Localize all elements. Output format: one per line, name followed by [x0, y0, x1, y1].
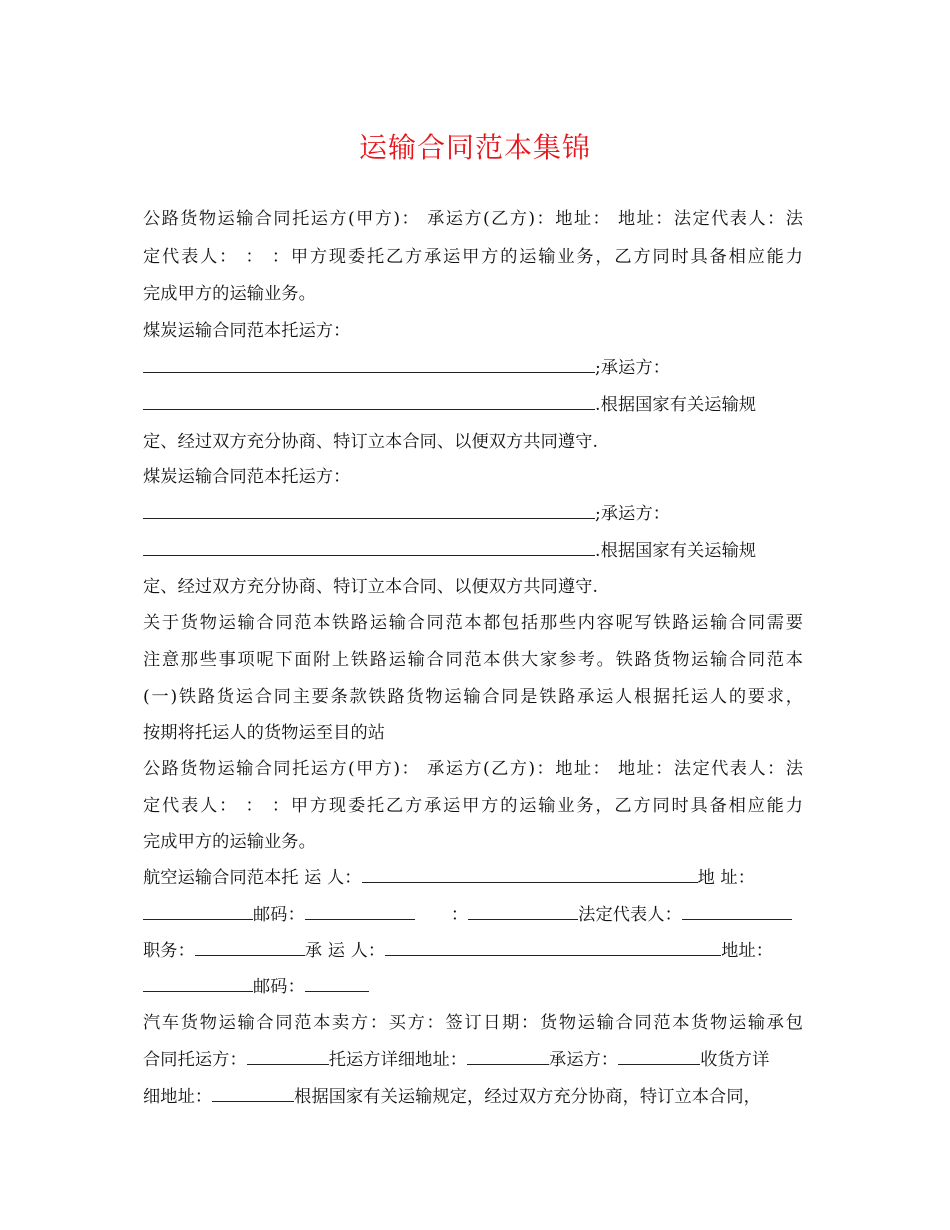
- blank-field: [305, 903, 415, 920]
- blank-field: [143, 393, 595, 410]
- form-line: [143, 502, 670, 526]
- paragraph-line: 完成甲方的运输业务。: [143, 832, 316, 852]
- blank-field: [143, 502, 595, 519]
- paragraph-line: 关于货物运输合同范本铁路运输合同范本都包括那些内容呢写铁路运输合同需要: [143, 613, 803, 633]
- field-label: 细地址：: [143, 1087, 213, 1107]
- field-label: ;承运方：: [595, 504, 671, 524]
- paragraph-line: 煤炭运输合同范本托运方：: [143, 467, 351, 487]
- paragraph-line: 定代表人： ： ：甲方现委托乙方承运甲方的运输业务，乙方同时具备相应能力: [143, 796, 803, 816]
- field-label: 法定代表人：: [578, 905, 682, 925]
- blank-field: [362, 866, 698, 883]
- paragraph-line: 定、经过双方充分协商、特订立本合同、以便双方共同遵守.: [143, 432, 599, 452]
- paragraph-line: 注意那些事项呢下面附上铁路运输合同范本供大家参考。铁路货物运输合同范本: [143, 650, 803, 670]
- paragraph-line: 公路货物运输合同托运方(甲方)： 承运方(乙方)：地址： 地址：法定代表人：法: [143, 759, 803, 779]
- field-label: 航空运输合同范本托 运 人：: [143, 868, 362, 888]
- blank-field: [468, 903, 578, 920]
- form-line: [143, 866, 755, 890]
- paragraph-line: 按期将托运人的货物运至目的站: [143, 723, 386, 743]
- field-label: ;承运方：: [595, 358, 671, 378]
- form-line: [143, 539, 756, 563]
- blank-field: [385, 939, 721, 956]
- blank-field: [212, 1085, 294, 1102]
- form-line: [143, 903, 792, 927]
- field-label: .根据国家有关运输规: [595, 395, 757, 415]
- blank-field: [305, 975, 369, 992]
- paragraph-line: 定、经过双方充分协商、特订立本合同、以便双方共同遵守.: [143, 577, 599, 597]
- blank-field: [618, 1048, 700, 1065]
- blank-field: [467, 1048, 549, 1065]
- field-label: 合同托运方：: [143, 1050, 247, 1070]
- form-line: [143, 356, 670, 380]
- blank-field: [143, 356, 595, 373]
- paragraph-line: 完成甲方的运输业务。: [143, 284, 316, 304]
- field-label: ：: [450, 905, 469, 925]
- blank-field: [247, 1048, 329, 1065]
- blank-field: [143, 539, 595, 556]
- paragraph-line: 公路货物运输合同托运方(甲方)： 承运方(乙方)：地址： 地址：法定代表人：法: [143, 209, 803, 229]
- form-line: [143, 939, 773, 963]
- paragraph-line: 定代表人： ： ：甲方现委托乙方承运甲方的运输业务，乙方同时具备相应能力: [143, 247, 803, 267]
- field-label: 地址：: [721, 941, 774, 961]
- form-line: [143, 1048, 769, 1072]
- field-label: .根据国家有关运输规: [595, 541, 757, 561]
- field-label: 承 运 人：: [304, 941, 386, 961]
- field-label: 地 址：: [697, 868, 756, 888]
- blank-field: [682, 903, 792, 920]
- field-label: 根据国家有关运输规定，经过双方充分协商，特订立本合同，: [294, 1087, 761, 1107]
- form-line: [143, 975, 369, 999]
- field-label: 承运方：: [549, 1050, 619, 1070]
- form-line: [143, 393, 756, 417]
- document-title: 运输合同范本集锦: [358, 131, 591, 164]
- blank-field: [195, 939, 305, 956]
- blank-field: [143, 903, 253, 920]
- field-label: 邮码：: [253, 905, 305, 925]
- paragraph-line: (一)铁路货运合同主要条款铁路货物运输合同是铁路承运人根据托运人的要求，: [143, 687, 803, 707]
- field-label: 收货方详: [700, 1050, 770, 1070]
- field-label: 职务：: [143, 941, 195, 961]
- paragraph-line: 煤炭运输合同范本托运方：: [143, 321, 351, 341]
- field-label: 托运方详细地址：: [328, 1050, 468, 1070]
- blank-field: [143, 975, 253, 992]
- paragraph-line: 汽车货物运输合同范本卖方：买方：签订日期：货物运输合同范本货物运输承包: [143, 1013, 803, 1033]
- form-line: [143, 1085, 761, 1109]
- field-label: 邮码：: [253, 977, 305, 997]
